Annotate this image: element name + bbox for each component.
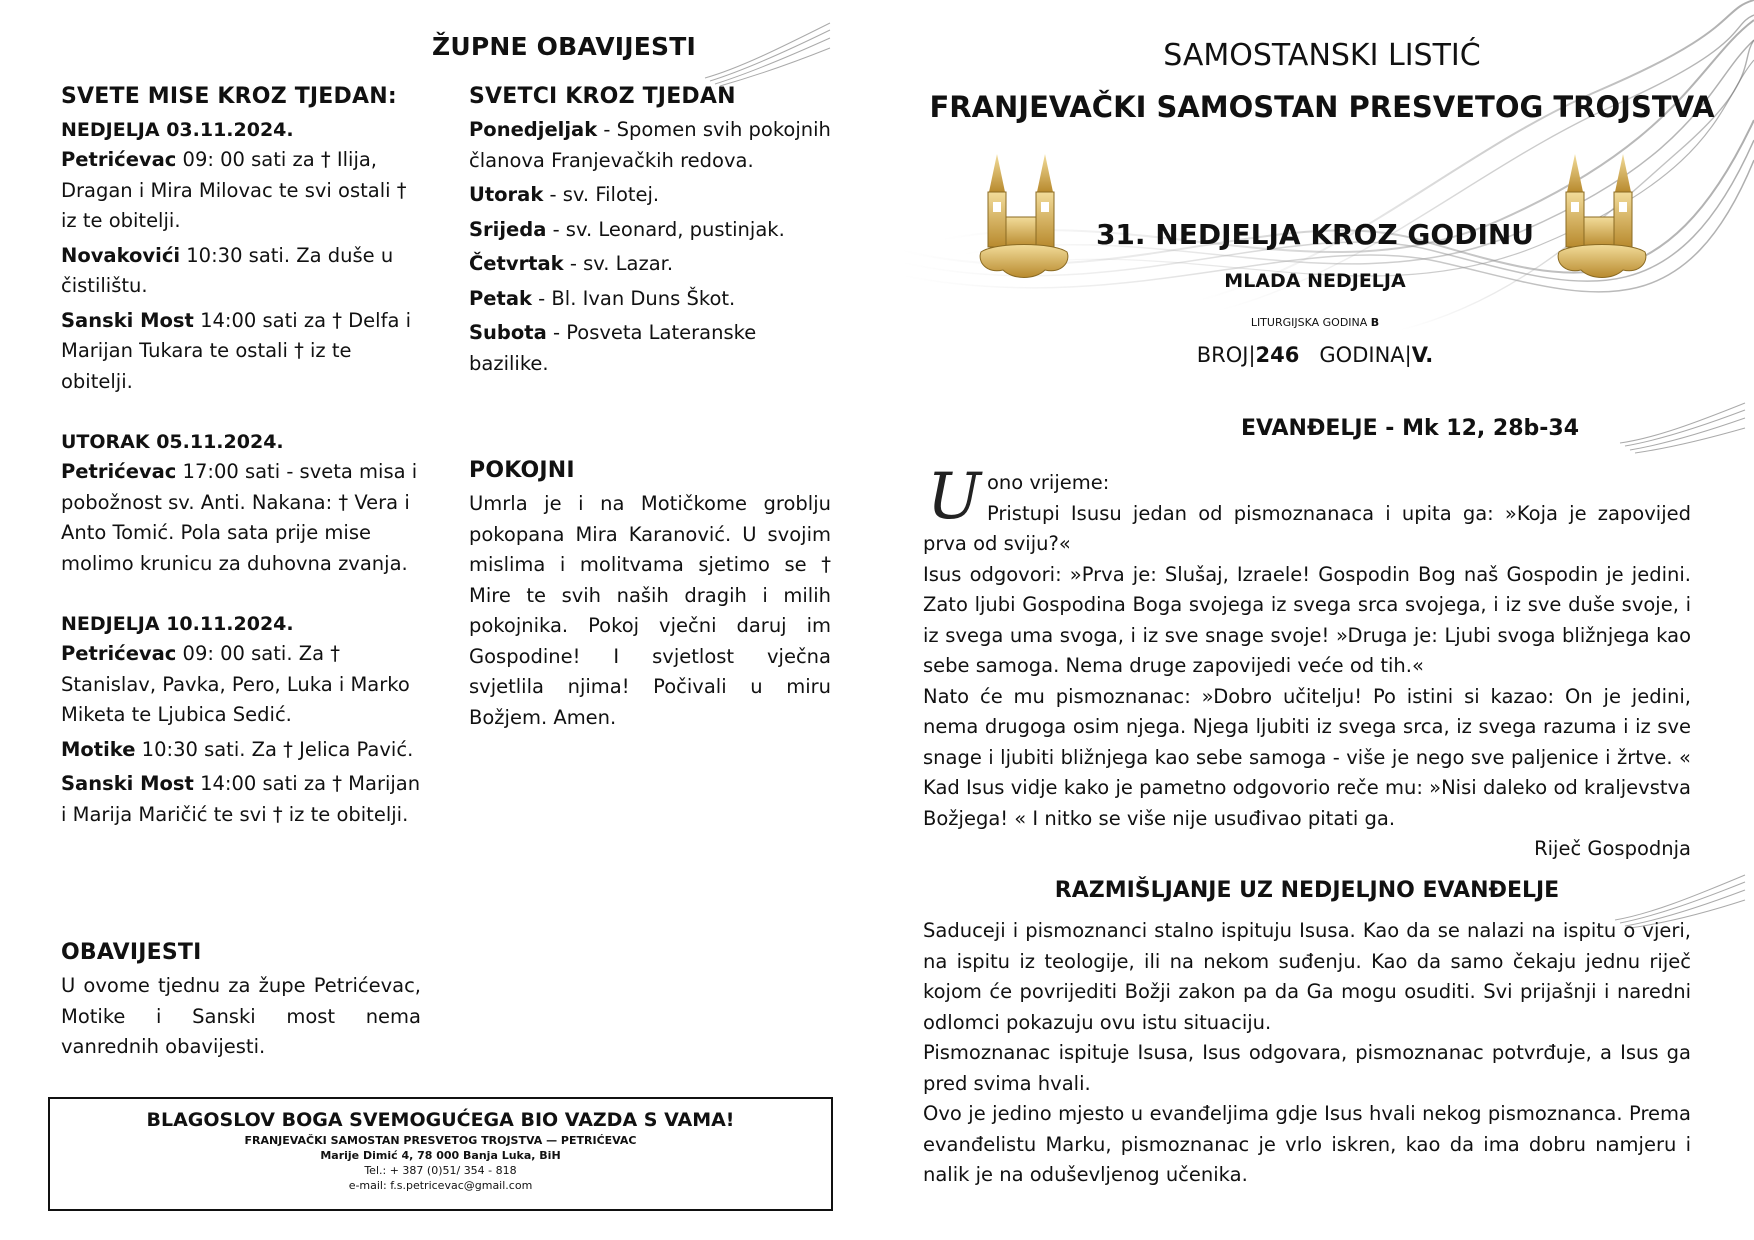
- masthead-subtitle: FRANJEVAČKI SAMOSTAN PRESVETOG TROJSTVA: [929, 90, 1715, 124]
- mass-day: [61, 609, 423, 830]
- gospel-line: ono vrijeme:: [986, 471, 1110, 494]
- deceased-heading: POKOJNI: [469, 458, 575, 483]
- mass-entry: Motike 10:30 sati. Za † Jelica Pavić.: [61, 737, 414, 761]
- liturgical-year: LITURGIJSKA GODINA B: [1250, 316, 1380, 329]
- mass-entry: Novakovići 10:30 sati. Za duše u čistilištu.: [61, 243, 394, 297]
- reflection-text: [923, 916, 1691, 1191]
- masses-heading: SVETE MISE KROZ TJEDAN:: [61, 84, 397, 109]
- footer-monastery: FRANJEVAČKI SAMOSTAN PRESVETOG TROJSTVA — PETRIĆEVAC: [244, 1134, 637, 1147]
- saint-item: Ponedjeljak - Spomen svih pokojnih članova Franjevačkih redova.: [469, 118, 831, 172]
- issue-info: BROJ|246 GODINA|V.: [1196, 343, 1434, 367]
- footer-blessing: BLAGOSLOV BOGA SVEMOGUĆEGA BIO VAZDA S VAMA!: [146, 1109, 735, 1131]
- gospel-closing: Riječ Gospodnja: [1534, 837, 1691, 860]
- saints-section: [469, 84, 831, 383]
- notices-text: U ovome tjednu za župe Petrićevac, Motike i Sanski most nema vanrednih obavijesti.: [61, 974, 421, 1058]
- saints-heading: SVETCI KROZ TJEDAN: [469, 84, 736, 109]
- mass-day: [61, 115, 423, 397]
- reflection-paragraph: Pismoznanac ispituje Isusa, Isus odgovara, pismoznanac potvrđuje, a Isus ga pred svima hvali.: [923, 1041, 1691, 1095]
- feather-ornament: [700, 18, 835, 88]
- church-emblem-left: [975, 152, 1073, 284]
- sunday-title: 31. NEDJELJA KROZ GODINU: [1095, 218, 1535, 251]
- saint-item: Petak - Bl. Ivan Duns Škot.: [469, 286, 736, 310]
- saint-item: Srijeda - sv. Leonard, pustinjak.: [469, 217, 785, 241]
- sunday-subtitle: MLADA NEDJELJA: [1224, 270, 1406, 292]
- mass-date: NEDJELJA 03.11.2024.: [61, 119, 294, 141]
- footer-phone: Tel.: + 387 (0)51/ 354 - 818: [364, 1164, 517, 1177]
- masthead-title: SAMOSTANSKI LISTIĆ: [1163, 38, 1481, 73]
- mass-entry: Sanski Most 14:00 sati za † Delfa i Marijan Tukara te ostali † iz te obitelji.: [61, 308, 412, 393]
- deceased-section: [469, 458, 831, 733]
- notices-heading: OBAVIJESTI: [61, 940, 202, 965]
- gospel-paragraph: Isus odgovori: »Prva je: Slušaj, Izraele! Gospodin Bog naš Gospodin je jedini. Zato ljubi Gospodina Boga svojega iz svega srca svojega, i iz sve duše svoje, i iz svega uma svoga, i iz sve snage svoje! »Druga je: Ljubi svoga bližnjega kao sebe samoga. Nema druge zapovijedi veće od tih.«: [923, 562, 1691, 677]
- gospel-paragraph: Nato će mu pismoznanac: »Dobro učitelju! Po istini si kazao: On je jedini, nema drugoga osim njega. Njega ljubiti iz svega srca, iz svega razuma i iz sve snage i ljubiti bližnjega kao sebe samoga - više je nego sve paljenice i žrtve. « Kad Isus vidje kako je pametno odgovorio reče mu: »Nisi daleko od kraljevstva Božjega! « I nitko se više nije usuđivao pitati ga.: [923, 684, 1691, 830]
- gospel-text: [923, 460, 1691, 865]
- reflection-paragraph: Saduceji i pismoznanci stalno ispituju Isusa. Kao da se nalazi na ispitu o vjeri, na ispitu iz teologije, ili na nekom suđenju. Kao da samo čekaju jednu riječ kojom će povrijediti Božji zakon pa da Ga mogu osuditi. Svi prijašnji i naredni odlomci pokazuju ovu istu situaciju.: [923, 919, 1691, 1034]
- mass-day: [61, 427, 423, 579]
- gospel-heading: EVANĐELJE - Mk 12, 28b-34: [1240, 416, 1580, 441]
- footer-address: Marije Dimić 4, 78 000 Banja Luka, BiH: [320, 1149, 561, 1162]
- gospel-paragraph: Pristupi Isusu jedan od pismoznanaca i upita ga: »Koja je zapovijed prva od sviju?«: [923, 501, 1691, 555]
- notices-section: [61, 940, 421, 1063]
- saint-item: Subota - Posveta Lateranske bazilike.: [469, 321, 757, 375]
- dropcap: U: [927, 460, 981, 534]
- reflection-heading: RAZMIŠLJANJE UZ NEDJELJNO EVANĐELJE: [1054, 878, 1560, 903]
- footer-email: e-mail: f.s.petricevac@gmail.com: [348, 1179, 533, 1192]
- deceased-text: Umrla je i na Motičkome groblju pokopana Mira Karanović. U svojim mislima i molitvama sjetimo se † Mire te svih naših dragih i milih pokojnika. Pokoj vječni daruj im Gospodine! I svjetlost vječna svjetlila njima! Počivali u miru Božjem. Amen.: [469, 492, 831, 729]
- mass-date: NEDJELJA 10.11.2024.: [61, 613, 294, 635]
- page-title: ŽUPNE OBAVIJESTI: [432, 32, 697, 61]
- saint-item: Utorak - sv. Filotej.: [469, 183, 660, 206]
- masses-column: [61, 84, 423, 834]
- reflection-paragraph: Ovo je jedino mjesto u evanđeljima gdje Isus hvali nekog pismoznanca. Prema evanđelistu Marku, pismoznanac je vrlo iskren, kao da ima dobru namjeru i nalik je na oduševljenog učenika.: [923, 1102, 1691, 1186]
- saint-item: Četvrtak - sv. Lazar.: [469, 252, 674, 275]
- mass-entry: Petrićevac 09: 00 sati za † Ilija, Dragan i Mira Milovac te svi ostali † iz te obitelji.: [61, 148, 407, 232]
- mass-entry: Petrićevac 09: 00 sati. Za † Stanislav, Pavka, Pero, Luka i Marko Miketa te Ljubica Sedić.: [61, 642, 410, 726]
- mass-entry: Petrićevac 17:00 sati - sveta misa i pobožnost sv. Anti. Nakana: † Vera i Anto Tomić. Pola sata prije mise molimo krunicu za duhovna zvanja.: [61, 460, 418, 575]
- blessing-footer: [48, 1097, 833, 1211]
- mass-date: UTORAK 05.11.2024.: [61, 431, 284, 453]
- mass-entry: Sanski Most 14:00 sati za † Marijan i Marija Maričić te svi † iz te obitelji.: [61, 772, 421, 826]
- church-emblem-right: [1553, 152, 1651, 284]
